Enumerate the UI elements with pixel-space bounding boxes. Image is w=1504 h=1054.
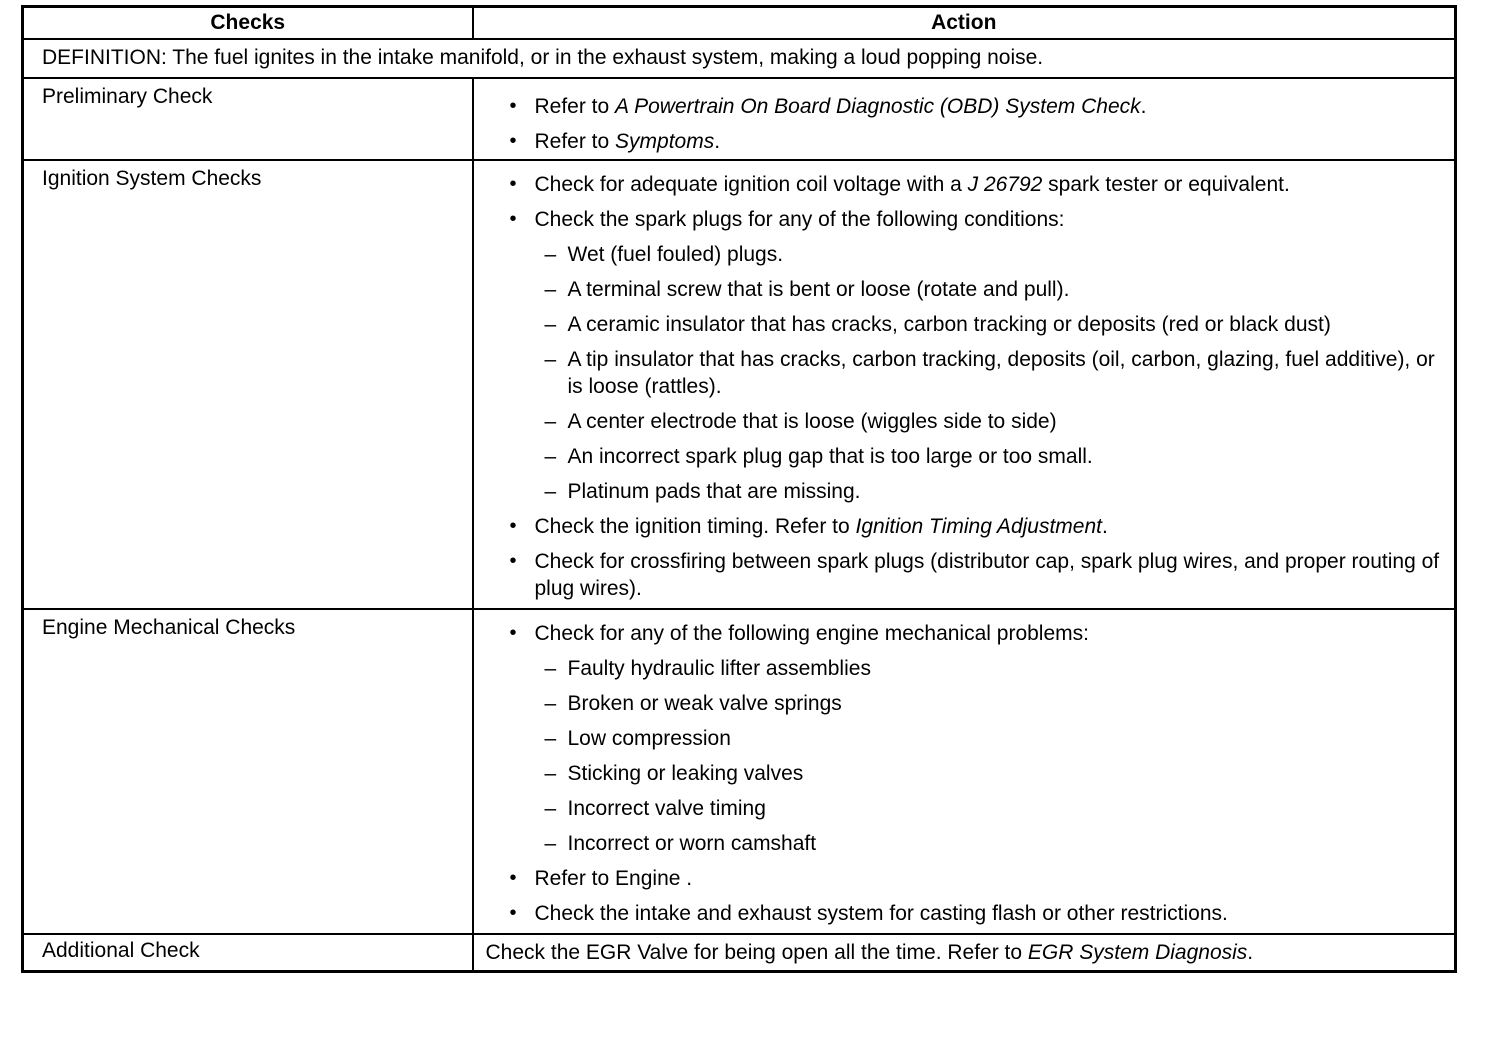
diagnostic-table xyxy=(21,5,1457,973)
sub-item: – A terminal screw that is bent or loose (rotate and pull). xyxy=(535,276,1445,303)
sub-item: – Broken or weak valve springs xyxy=(535,690,1445,717)
table-row xyxy=(23,160,1456,609)
table-row xyxy=(23,78,1456,160)
bullet-item: • Check for any of the following engine mechanical problems: – Faulty hydraulic lifter assemblies – Broken or weak valve springs – Low compression – Sticking or leaking valves – Incorrect valve timing – Incorrect or worn camshaft xyxy=(510,620,1445,857)
bullet-item: • Refer to Symptoms. xyxy=(510,128,1445,155)
bullet-item: • Check the ignition timing. Refer to Ignition Timing Adjustment. xyxy=(510,513,1445,540)
sub-item: – Faulty hydraulic lifter assemblies xyxy=(535,655,1445,682)
sub-item: – A ceramic insulator that has cracks, carbon tracking or deposits (red or black dust) xyxy=(535,311,1445,338)
row-action xyxy=(473,160,1456,609)
row-label: Preliminary Check xyxy=(23,78,473,160)
reference-link[interactable]: Ignition Timing Adjustment xyxy=(855,515,1102,538)
sub-item: – Platinum pads that are missing. xyxy=(535,478,1445,505)
tool-reference: J 26792 xyxy=(967,173,1043,196)
bullet-list xyxy=(510,171,1445,602)
bullet-list xyxy=(510,93,1445,155)
row-label: Additional Check xyxy=(23,934,473,972)
bullet-item: • Refer to A Powertrain On Board Diagnostic (OBD) System Check. xyxy=(510,93,1445,120)
sub-list xyxy=(535,241,1445,505)
header-row xyxy=(23,7,1456,40)
row-label: Engine Mechanical Checks xyxy=(23,609,473,934)
bullet-list xyxy=(510,620,1445,927)
reference-link[interactable]: A Powertrain On Board Diagnostic (OBD) System Check xyxy=(615,95,1141,118)
sub-item: – Sticking or leaking valves xyxy=(535,760,1445,787)
sub-list xyxy=(535,655,1445,857)
header-checks: Checks xyxy=(23,7,473,40)
reference-link[interactable]: Symptoms xyxy=(615,130,715,153)
table-row xyxy=(23,934,1456,972)
sub-item: – An incorrect spark plug gap that is too large or too small. xyxy=(535,443,1445,470)
row-action: Check the EGR Valve for being open all the time. Refer to EGR System Diagnosis. xyxy=(473,934,1456,972)
reference-link[interactable]: EGR System Diagnosis xyxy=(1027,941,1248,964)
sub-item: – A center electrode that is loose (wiggles side to side) xyxy=(535,408,1445,435)
table-row xyxy=(23,609,1456,934)
definition-row xyxy=(23,39,1456,78)
bullet-item: • Check the spark plugs for any of the following conditions: – Wet (fuel fouled) plugs. – A terminal screw that is bent or loose (rotate and pull). – A ceramic insulator that has cracks, carbon tracking or deposits (red or black dust) – A tip insulator that has cracks, carbon tracking, deposits (oil, carbon, glazing, fuel additive), or is loose (rattles). – A center electrode that is loose (wiggles side to side) – An incorrect spark plug gap that is too large or too small. – Platinum pads that are missing. xyxy=(510,206,1445,505)
row-action xyxy=(473,78,1456,160)
bullet-item: • Refer to Engine . xyxy=(510,865,1445,892)
row-action xyxy=(473,609,1456,934)
sub-item: – Wet (fuel fouled) plugs. xyxy=(535,241,1445,268)
bullet-item: • Check the intake and exhaust system for casting flash or other restrictions. xyxy=(510,900,1445,927)
bullet-item: • Check for adequate ignition coil voltage with a J 26792 spark tester or equivalent. xyxy=(510,171,1445,198)
header-action: Action xyxy=(473,7,1456,40)
bullet-item: • Check for crossfiring between spark plugs (distributor cap, spark plug wires, and proper routing of plug wires). xyxy=(510,548,1445,602)
sub-item: – Low compression xyxy=(535,725,1445,752)
definition-text: DEFINITION: The fuel ignites in the intake manifold, or in the exhaust system, making a loud popping noise. xyxy=(23,39,1456,78)
sub-item: – A tip insulator that has cracks, carbon tracking, deposits (oil, carbon, glazing, fuel additive), or is loose (rattles). xyxy=(535,346,1445,400)
row-label: Ignition System Checks xyxy=(23,160,473,609)
sub-item: – Incorrect valve timing xyxy=(535,795,1445,822)
sub-item: – Incorrect or worn camshaft xyxy=(535,830,1445,857)
